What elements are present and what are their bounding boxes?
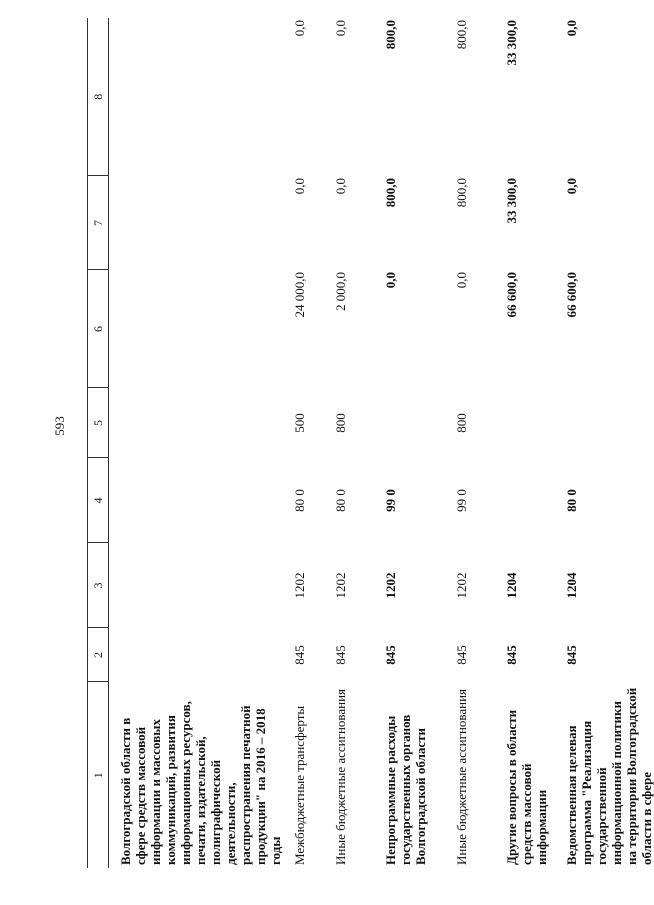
cell-c5: 800 [454, 413, 469, 433]
cell-c5: 500 [292, 413, 307, 433]
column-header: 3 [88, 543, 109, 628]
row-label: Ведомственная целевая программа "Реализация государственной информационной политики на территории Волгоградской области в сфере [564, 687, 654, 865]
cell-c8 [109, 18, 284, 176]
cell-c2: 845 [383, 645, 398, 665]
cell-c7: 0,0 [564, 178, 579, 195]
cell-c4: 80 0 [333, 489, 348, 512]
cell-c7: 33 300,0 [504, 178, 519, 224]
rotated-page [87, 18, 654, 868]
cell-c5 [109, 388, 284, 458]
cell-c2: 845 [292, 645, 307, 665]
cell-c8: 800,0 [383, 20, 398, 50]
cell-c3: 1202 [383, 572, 398, 599]
row-label: Иные бюджетные ассигнования [333, 688, 348, 865]
cell-c6: 66 600,0 [564, 272, 579, 318]
cell-c7: 800,0 [383, 178, 398, 208]
cell-c6: 2 000,0 [333, 272, 348, 311]
cell-c6 [109, 270, 284, 388]
row-label: Другие вопросы в области средств массовой информации [504, 709, 549, 865]
table-body [109, 18, 654, 868]
cell-c6: 0,0 [454, 272, 469, 289]
cell-c4 [109, 458, 284, 543]
row-label: Иные бюджетные ассигнования [454, 688, 469, 865]
page-number-text: 593 [52, 416, 67, 436]
cell-c7: 0,0 [292, 178, 307, 195]
cell-c3: 1202 [292, 572, 307, 599]
cell-c8: 800,0 [454, 20, 469, 50]
cell-c8: 0,0 [564, 20, 579, 37]
cell-c2: 845 [333, 645, 348, 665]
cell-c5 [374, 388, 445, 458]
cell-c4: 80 0 [292, 489, 307, 512]
cell-c2: 845 [504, 645, 519, 665]
column-header: 2 [88, 628, 109, 682]
cell-c3: 1202 [333, 572, 348, 599]
cell-c4: 99 0 [383, 489, 398, 512]
cell-c3: 1204 [504, 572, 519, 599]
cell-c8: 0,0 [292, 20, 307, 37]
column-header: 5 [88, 388, 109, 458]
cell-c7: 800,0 [454, 178, 469, 208]
cell-c5 [555, 388, 654, 458]
table-row [283, 18, 324, 868]
header-row [88, 18, 109, 868]
cell-c8: 33 300,0 [504, 20, 519, 66]
cell-c6: 66 600,0 [504, 272, 519, 318]
column-header: 6 [88, 270, 109, 388]
cell-c3 [109, 543, 284, 628]
row-label: Межбюджетные трансферты [292, 705, 307, 865]
cell-c8: 0,0 [333, 20, 348, 37]
cell-c3: 1204 [564, 572, 579, 599]
cell-c7 [109, 176, 284, 270]
column-header: 8 [88, 18, 109, 176]
row-label: Непрограммные расходы государственных органов Волгоградской области [383, 714, 428, 865]
budget-table [87, 18, 654, 868]
column-header: 7 [88, 176, 109, 270]
table-row [109, 18, 284, 868]
cell-c6: 24 000,0 [292, 272, 307, 318]
cell-c4: 99 0 [454, 489, 469, 512]
cell-c4 [495, 458, 555, 543]
table-row [445, 18, 495, 868]
table-row [374, 18, 445, 868]
cell-c2: 845 [454, 645, 469, 665]
column-header: 4 [88, 458, 109, 543]
cell-c4: 80 0 [564, 489, 579, 512]
row-label: Волгоградской области в сфере средств массовой информации и массовых коммуникаций, развития информационных ресурсов, печати, издательской, полиграфической деятельности, распространения печатной продукции" на 2016 – 2018 годы [118, 701, 283, 865]
cell-c2 [109, 628, 284, 682]
cell-c6: 0,0 [383, 272, 398, 289]
cell-c5: 800 [333, 413, 348, 433]
column-header: 1 [88, 682, 109, 868]
cell-c2: 845 [564, 645, 579, 665]
cell-c3: 1202 [454, 572, 469, 599]
cell-c7: 0,0 [333, 178, 348, 195]
cell-c5 [495, 388, 555, 458]
table-row [495, 18, 555, 868]
table-row [555, 18, 654, 868]
table-row [324, 18, 374, 868]
